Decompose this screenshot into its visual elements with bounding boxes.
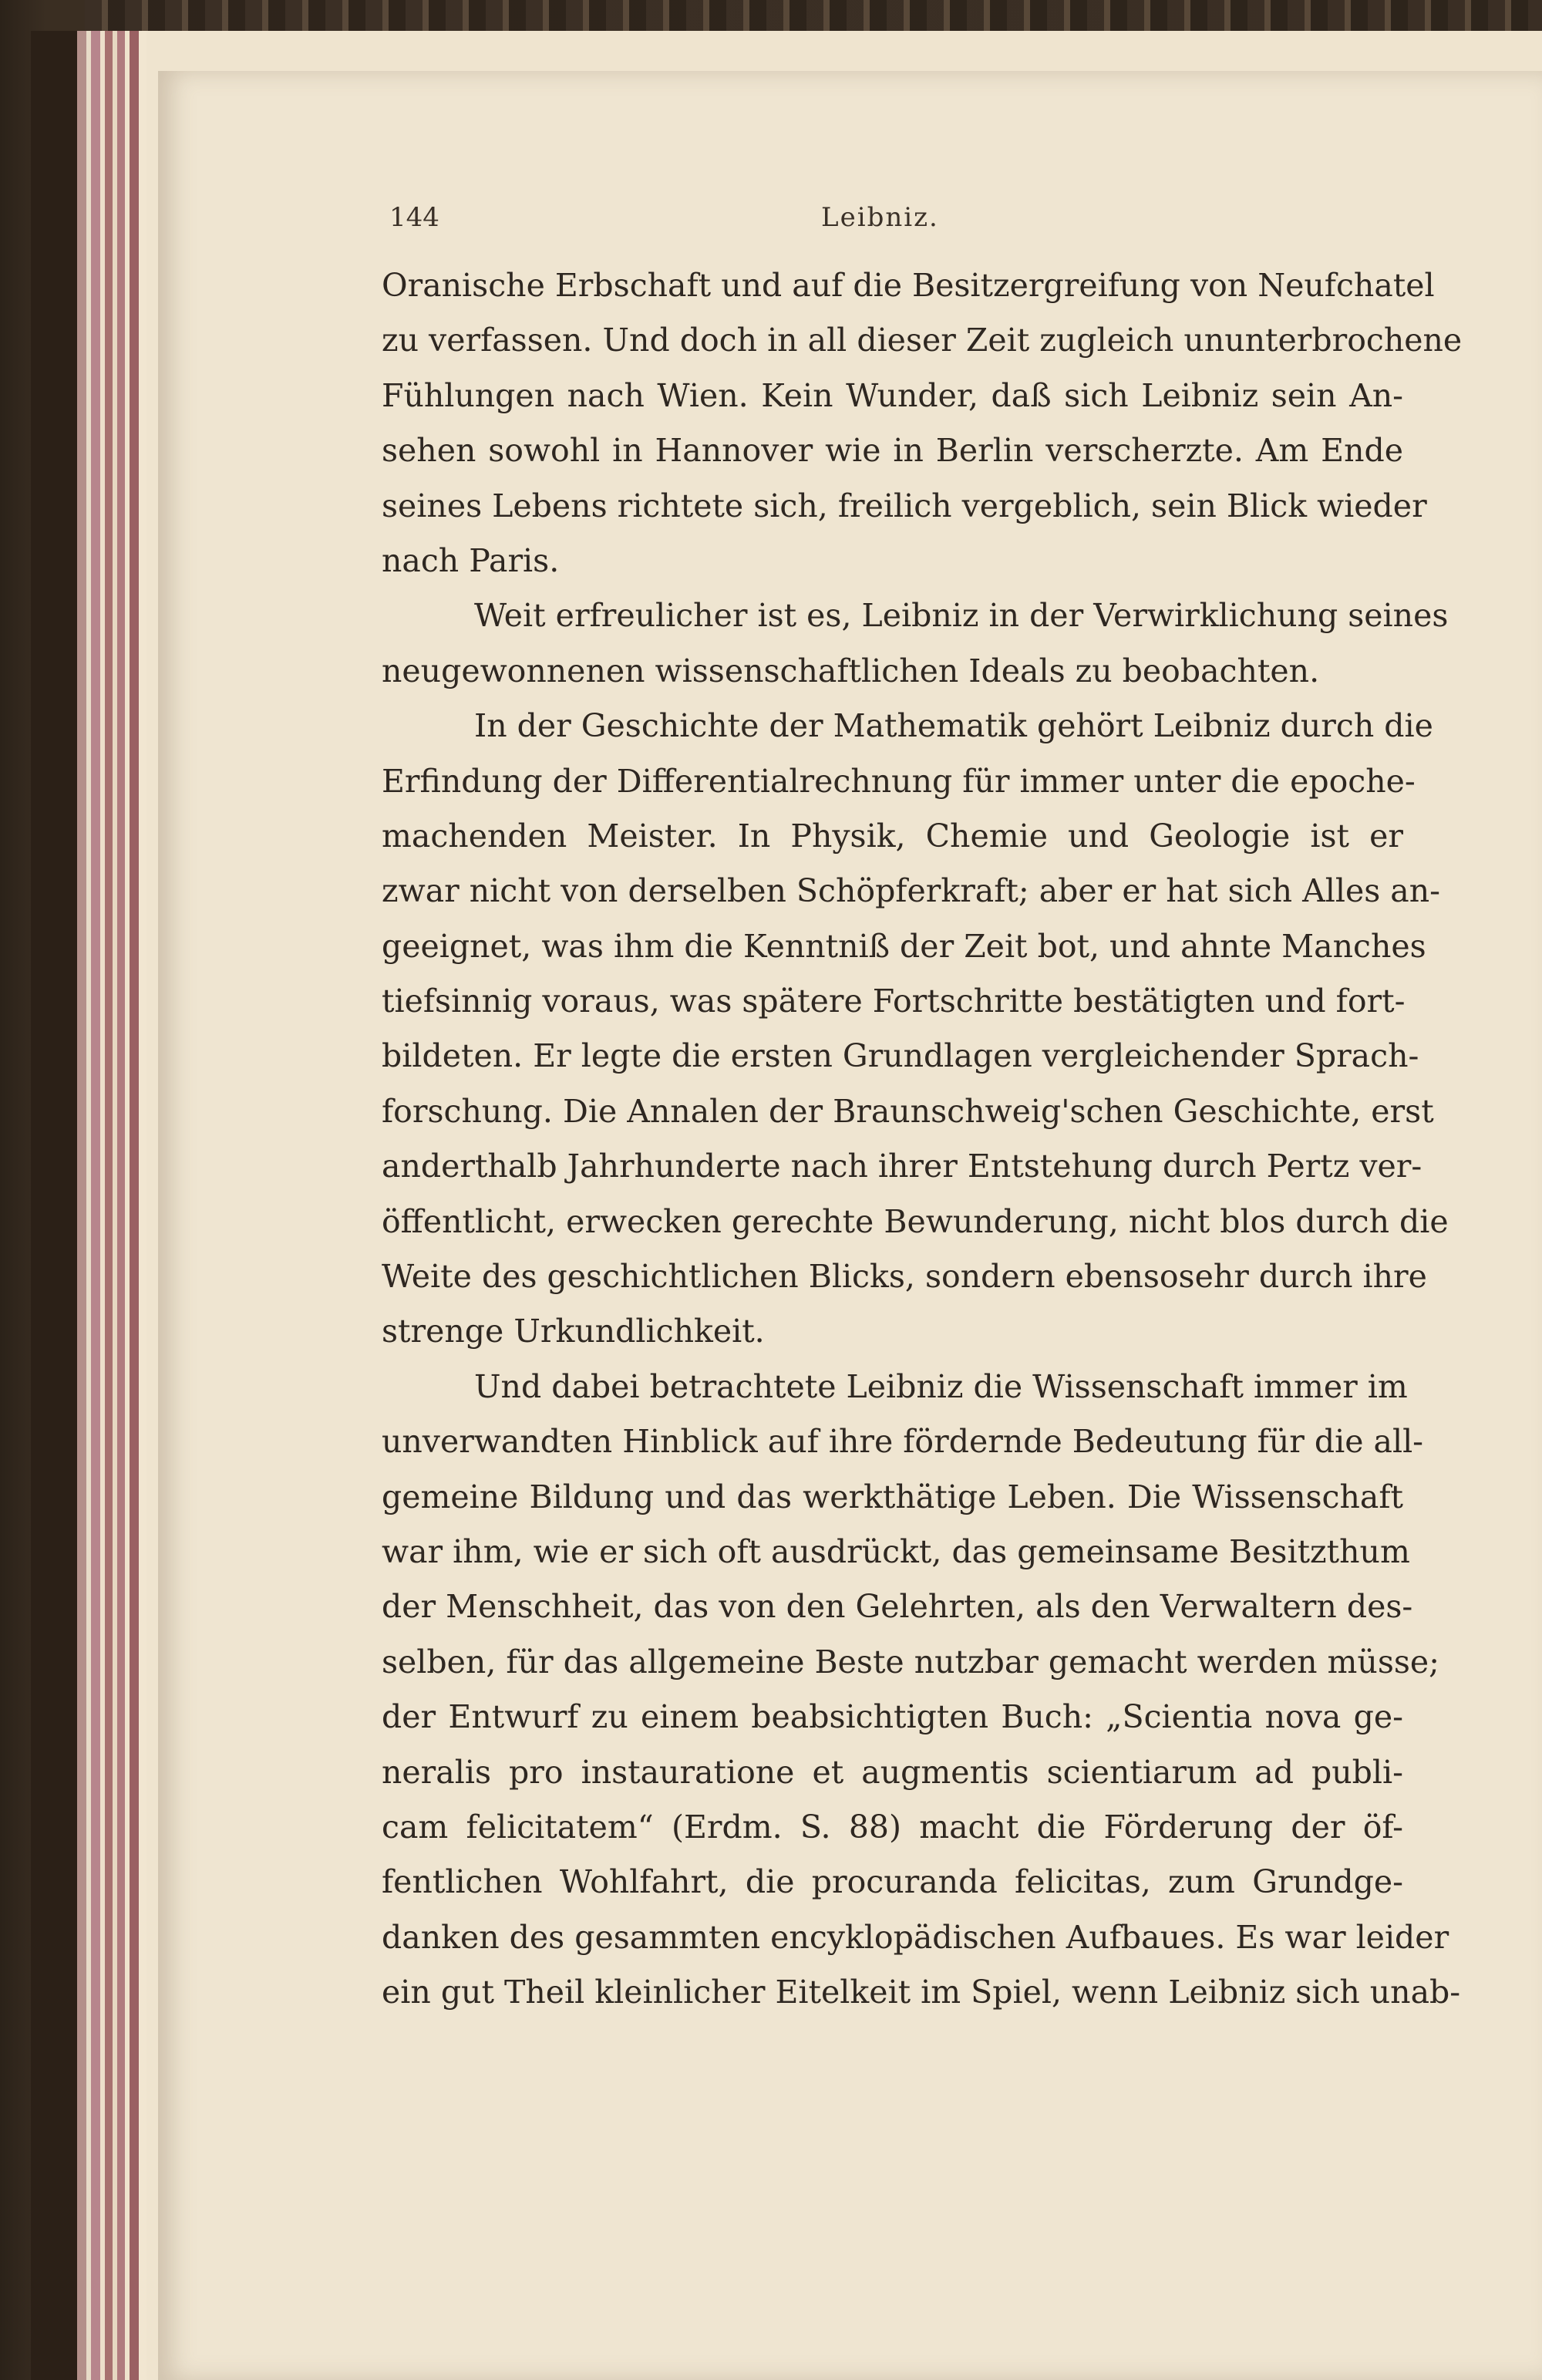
text-line: cam felicitatem“ (Erdm. S. 88) macht die Förderung der öf- (382, 1808, 1403, 1846)
text-line: Oranische Erbschaft und auf die Besitzergreifung von Neufchatel (382, 267, 1435, 304)
text-line: war ihm, wie er sich oft ausdrückt, das gemeinsame Besitzthum (382, 1532, 1410, 1570)
text-line: sehen sowohl in Hannover wie in Berlin verscherzte. Am Ende (382, 432, 1403, 470)
text-line: nach Paris. (382, 541, 560, 579)
text-line: Und dabei betrachtete Leibniz die Wissenschaft immer im (474, 1367, 1408, 1405)
text-line: selben, für das allgemeine Beste nutzbar gemacht werden müsse; (382, 1643, 1439, 1680)
text-line: strenge Urkundlichkeit. (382, 1313, 765, 1350)
text-line: geeignet, was ihm die Kenntniß der Zeit bot, und ahnte Manches (382, 927, 1426, 965)
text-line: danken des gesammten encyklopädischen Aufbaues. Es war leider (382, 1918, 1449, 1956)
text-line: tiefsinnig voraus, was spätere Fortschritte bestätigten und fort- (382, 983, 1406, 1020)
running-title: Leibniz. (821, 202, 939, 233)
text-line: neralis pro instauratione et augmentis scientiarum ad publi- (382, 1753, 1403, 1791)
text-line: Fühlungen nach Wien. Kein Wunder, daß sich Leibniz sein An- (382, 376, 1403, 414)
text-line: In der Geschichte der Mathematik gehört Leibniz durch die (474, 707, 1433, 745)
text-line: Weite des geschichtlichen Blicks, sondern ebensosehr durch ihre (382, 1258, 1427, 1296)
text-line: neugewonnenen wissenschaftlichen Ideals zu beobachten. (382, 652, 1320, 689)
text-line: Erfindung der Differentialrechnung für immer unter die epoche- (382, 762, 1416, 800)
text-line: der Entwurf zu einem beabsichtigten Buch: „Scientia nova ge- (382, 1698, 1403, 1736)
text-line: forschung. Die Annalen der Braunschweig'schen Geschichte, erst (382, 1092, 1434, 1130)
text-line: seines Lebens richtete sich, freilich vergeblich, sein Blick wieder (382, 487, 1427, 524)
text-line: bildeten. Er legte die ersten Grundlagen vergleichender Sprach- (382, 1037, 1419, 1075)
page-header (389, 202, 1392, 241)
text-line: öffentlicht, erwecken gerechte Bewunderung, nicht blos durch die (382, 1202, 1449, 1240)
text-line: ein gut Theil kleinlicher Eitelkeit im Spiel, wenn Leibniz sich unab- (382, 1974, 1461, 2011)
text-line: zu verfassen. Und doch in all dieser Zeit zugleich ununterbrochene (382, 322, 1463, 359)
text-line: fentlichen Wohlfahrt, die procuranda felicitas, zum Grundge- (382, 1863, 1403, 1901)
text-line: unverwandten Hinblick auf ihre förderndе Bedeutung für die all- (382, 1423, 1424, 1461)
text-line: gemeine Bildung und das werkthätige Leben. Die Wissenschaft (382, 1478, 1403, 1515)
text-line: zwar nicht von derselben Schöpferkraft; aber er hat sich Alles an- (382, 872, 1440, 910)
text-line: machenden Meister. In Physik, Chemie und Geologie ist er (382, 817, 1403, 855)
text-line: Weit erfreulicher ist es, Leibniz in der Verwirklichung seines (474, 597, 1449, 635)
text-line: anderthalb Jahrhunderte nach ihrer Entstehung durch Pertz ver- (382, 1148, 1422, 1185)
page-number: 144 (389, 202, 439, 233)
text-line: der Menschheit, das von den Gelehrten, als den Verwaltern des- (382, 1588, 1413, 1626)
body-text (382, 258, 1463, 2021)
